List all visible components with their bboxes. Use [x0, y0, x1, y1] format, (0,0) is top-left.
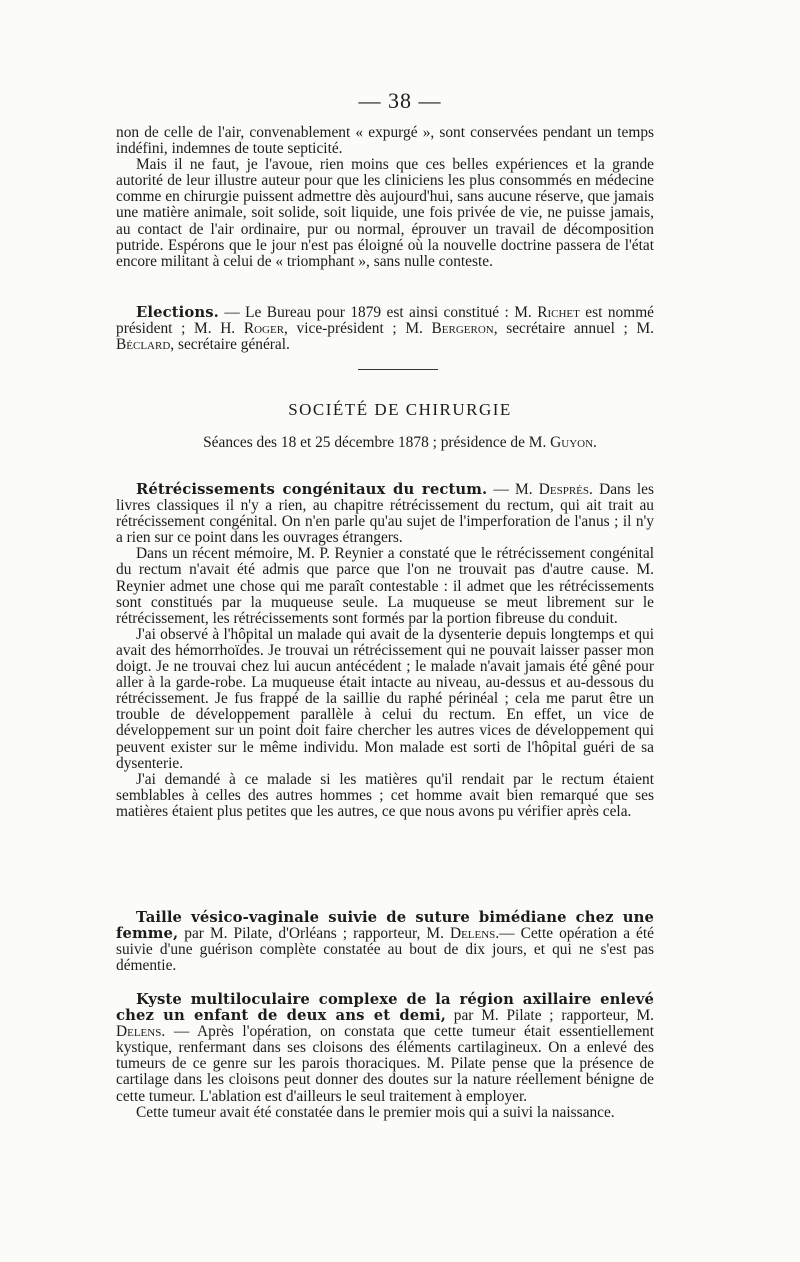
elections-heading: Elections. — [136, 304, 219, 321]
article-taille — [116, 910, 654, 974]
person-name: Béclard — [116, 336, 171, 354]
article-3-heading: Kyste multiloculaire complexe de la région axillaire enlevé chez un enfant de deux ans et demi, — [116, 991, 654, 1025]
intro-paragraph-1: non de celle de l'air, convenablement « expurgé », sont conservées pendant un temps indéfini, indemnes de toute septicité. — [116, 124, 654, 158]
article-1-paragraph-3: J'ai observé à l'hôpital un malade qui avait de la dysenterie depuis longtemps et qui avait des hémorrhoïdes. Je trouvai un rétrécissement qui ne pouvait laisser passer mon doigt. Je ne trouvai chez lui aucun antécédent ; le malade n'avait jamais été gêné pour aller à la garde-robe. La muqueuse était intacte au niveau, au-dessus et au-dessous du rétrécissement. Je fus frappé de la saillie du raphé périnéal ; cela me parut être un trouble de développement parallèle à celui du rectum. En effet, un vice de développement sur un point doit faire chercher les autres vices de développement qui peuvent exister sur le même individu. Mon malade est sorti de l'hôpital guéri de sa dysenterie. — [116, 625, 654, 772]
article-2-heading: Taille vésico-vaginale suivie de suture bimédiane chez une femme, — [116, 909, 654, 943]
article-3-paragraph-1: Kyste multiloculaire complexe de la région axillaire enlevé chez un enfant de deux ans et demi, par M. Pilate ; rapporteur, M. Delens. — Après l'opération, on constata que cette tumeur était essentiellement kystique, renfermant dans ses cloisons des éléments cartilagineux. On a enlevé des tumeurs de ce genre sur les parois thoraciques. M. Pilate pense que la présence de cartilage dans les cloisons peut donner des doutes sur la nature réellement bénigne de cette tumeur. L'ablation est d'ailleurs le seul traitement à employer. — [116, 991, 654, 1105]
article-1-paragraph-4: J'ai demandé à ce malade si les matières qu'il rendait par le rectum étaient semblables à celles des autres hommes ; cet homme avait bien remarqué que ses matières étaient plus petites que les autres, ce que nous avons pu vérifier après cela. — [116, 770, 654, 820]
page-number: — 38 — — [358, 88, 442, 113]
elections-paragraph: Elections. — Le Bureau pour 1879 est ainsi constitué : M. Richet est nommé président ; M. H. Roger, vice-président ; M. Bergeron, secrétaire annuel ; M. Béclard, secrétaire général. — [116, 304, 654, 354]
rapporteur-name: Delens — [116, 1023, 162, 1041]
article-retrecissements — [116, 482, 654, 820]
elections-section — [116, 305, 654, 353]
section-title: SOCIÉTÉ DE CHIRURGIE — [288, 400, 512, 419]
article-1-paragraph-2: Dans un récent mémoire, M. P. Reynier a constaté que le rétrécissement congénital du rectum n'avait été admis que parce que l'on ne trouvait pas d'autre cause. M. Reynier admet une chose qui me paraît contestable : il admet que les rétrécissements sont constitués par la muqueuse seule. La muqueuse se meut librement sur le rétrécissement, les rétrécissements sont formés par la portion fibreuse du conduit. — [116, 545, 654, 627]
sessions-line: Séances des 18 et 25 décembre 1878 ; présidence de M. Guyon. — [203, 434, 597, 451]
article-1-paragraph-1: Rétrécissements congénitaux du rectum. — M. Després. Dans les livres classiques il n'y a rien, au chapitre rétrécissement du rectum, qui ait trait au rétrécissement congénital. On n'en parle qu'au sujet de l'imperforation de l'anus ; il n'y a rien sur ce point dans les ouvrages étrangers. — [116, 481, 654, 547]
article-kyste — [116, 992, 654, 1121]
person-name: Bergeron — [431, 320, 494, 338]
person-name: Richet — [537, 304, 580, 321]
intro-text — [116, 125, 654, 270]
rapporteur-name: Delens — [449, 925, 496, 943]
section-divider — [358, 369, 438, 370]
article-2-paragraph: Taille vésico-vaginale suivie de suture bimédiane chez une femme, par M. Pilate, d'Orléans ; rapporteur, M. Delens.— Cette opération a été suivie d'une guérison complète constatée au bout de dix jours, et qui ne s'est pas démentie. — [116, 909, 654, 975]
intro-paragraph-2: Mais il ne faut, je l'avoue, rien moins que ces belles expériences et la grande autorité de leur illustre auteur pour que les cliniciens les plus consommés en médecine comme en chirurgie puissent admettre dès aujourd'hui, sans aucune réserve, que jamais une matière animale, soit solide, soit liquide, une fois privée de vie, ne puisse jamais, au contact de l'air ordinaire, pur ou normal, éprouver un travail de décomposition putride. Espérons que le jour n'est pas éloigné où la nouvelle doctrine passera de l'état encore militant à celui de « triomphant », sans nulle conteste. — [116, 156, 654, 270]
person-name: Roger — [243, 320, 285, 338]
author-name: Després — [538, 481, 590, 498]
president-name: Guyon — [550, 434, 594, 451]
article-1-heading: Rétrécissements congénitaux du rectum. — [136, 481, 488, 498]
article-3-paragraph-2: Cette tumeur avait été constatée dans le premier mois qui a suivi la naissance. — [136, 1103, 615, 1121]
